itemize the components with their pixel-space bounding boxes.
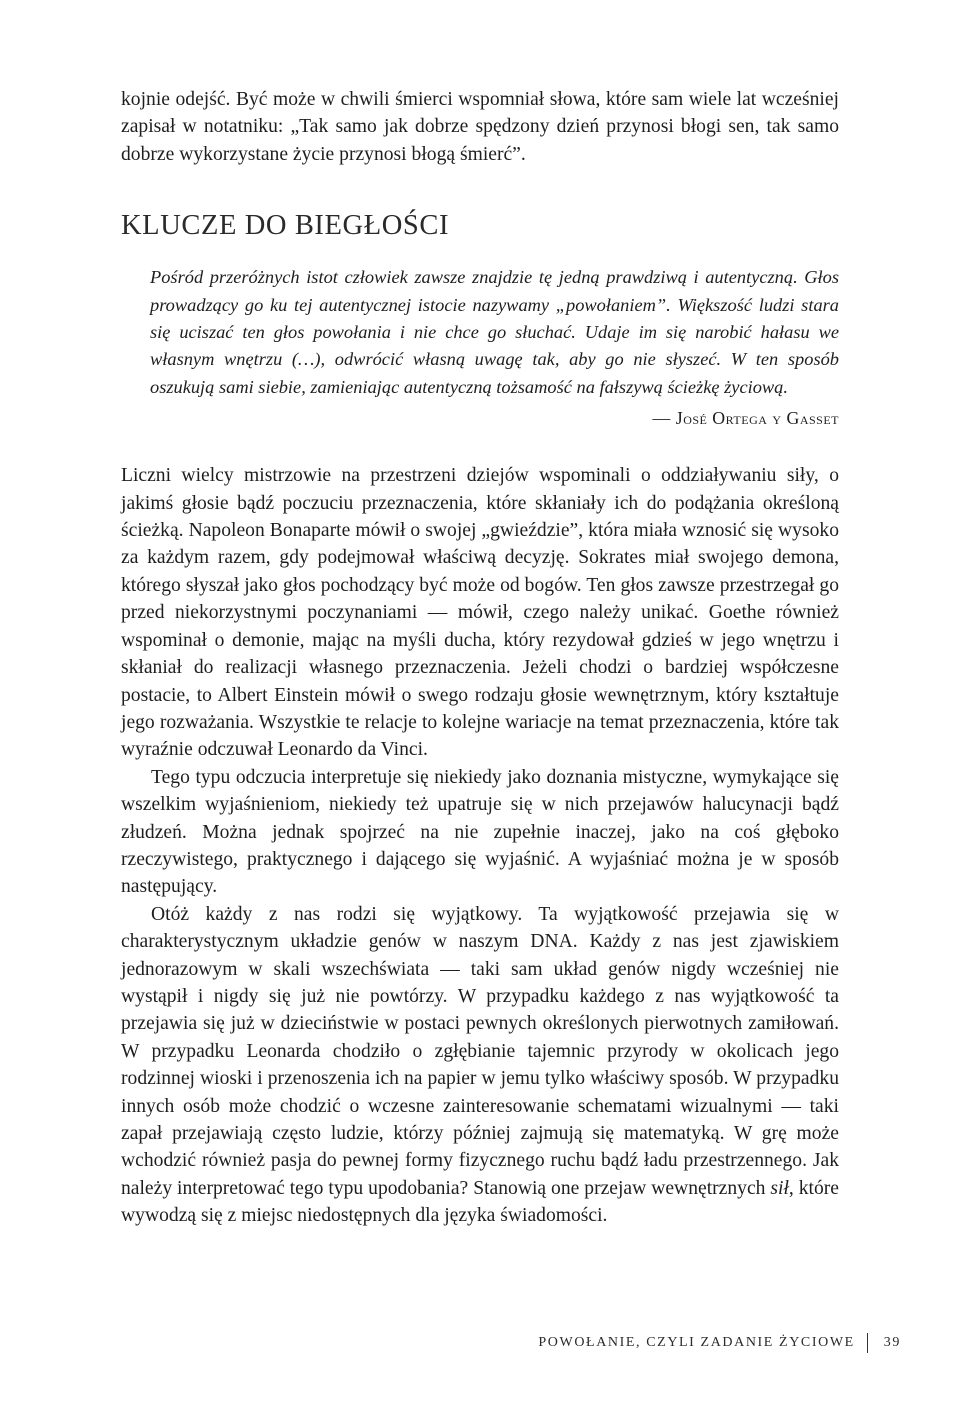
page-footer bbox=[538, 1333, 901, 1353]
epigraph bbox=[121, 264, 839, 432]
opening-paragraph: kojnie odejść. Być może w chwili śmierci wspomniał słowa, które sam wiele lat wcześniej zapisał w notatniku: „Tak samo jak dobrze spędzony dzień przynosi błogi sen, tak samo dobrze wykorzystane życie przynosi błogą śmierć”. bbox=[121, 89, 839, 165]
body-text bbox=[121, 462, 839, 1229]
paragraph-text-end: , które wywodzą się z miejsc niedostępnych dla języka świadomości. bbox=[121, 1177, 839, 1227]
page-number: 39 bbox=[883, 1335, 901, 1350]
paragraph-text: Otóż każdy z nas rodzi się wyjątkowy. Ta wyjątkowość przejawia się w charakterystycznym układzie genów w naszym DNA. Każdy z nas jest zjawiskiem jednorazowym w skali wszechświata — taki sam układ genów nigdy wcześniej nie wystąpił i nigdy się już nie powtórzy. W przypadku każdego z nas wyjątkowość ta przejawia się już w dzieciństwie w postaci pewnych określonych pierwotnych zamiłowań. W przypadku Leonarda chodziło o zgłębianie tajemnic przyrody w okolicach jego rodzinnej wioski i przenoszenia ich na papier w jemu tylko właściwy sposób. W przypadku innych osób może chodzić o wczesne zainteresowanie schematami wizualnymi — taki zapał przejawiają często ludzie, którzy później zajmują się matematyką. W grę może wchodzić również pasja do pewnej formy fizycznego ruchu bądź ładu przestrzennego. Jak należy interpretować tego typu upodobania? Stanowią one przejaw wewnętrznych bbox=[121, 903, 839, 1199]
epigraph-attribution: — José Ortega y Gasset bbox=[652, 408, 839, 429]
paragraph-text: Tego typu odczucia interpretuje się niekiedy jako doznania mistyczne, wymykające się wszelkim wyjaśnieniom, niekiedy też upatruje się w nich przejawów halucynacji bądź złudzeń. Można jednak spojrzeć na nie zupełnie inaczej, jako na coś głęboko rzeczywistego, praktycznego i dającego się wyjaśnić. A wyjaśniać można je w sposób następujący. bbox=[121, 766, 839, 898]
footer-divider bbox=[867, 1333, 868, 1353]
body-paragraph-3 bbox=[121, 901, 839, 1230]
body-paragraph-1 bbox=[121, 462, 839, 763]
paragraph-text: Liczni wielcy mistrzowie na przestrzeni dziejów wspominali o oddziaływaniu siły, o jakimś głosie bądź poczuciu przeznaczenia, które skłaniały ich do podążania określoną ścieżką. Napoleon Bonaparte mówił o swojej „gwieździe”, która miała wznosić się wysoko za każdym razem, gdy podejmował właściwą decyzję. Sokrates miał swojego demona, którego słyszał jako głos pochodzący być może od bogów. Ten głos zawsze przestrzegał go przed niekorzystnymi poczynaniami — mówił, czego należy unikać. Goethe również wspominał o demonie, mając na myśli ducha, który rezydował gdzieś w jego wnętrzu i skłaniał do realizacji własnego przeznaczenia. Jeżeli chodzi o bardziej współczesne postacie, to Albert Einstein mówił o swego rodzaju głosie wewnętrznym, który kształtuje jego rozważania. Wszystkie te relacje to kolejne wariacje na temat przeznaczenia, które tak wyraźnie odczuwał Leonardo da Vinci. bbox=[121, 465, 839, 761]
emphasis-text: sił bbox=[770, 1177, 789, 1199]
body-paragraph-2 bbox=[121, 764, 839, 901]
page-content bbox=[121, 86, 839, 1230]
epigraph-quote: Pośród przeróżnych istot człowiek zawsze znajdzie tę jedną prawdziwą i autentyczną. Głos prowadzący go ku tej autentycznej istocie nazywamy „powołaniem”. Większość ludzi stara się uciszać ten głos powołania i nie chce go słuchać. Udaje im się narobić hałasu we własnym wnętrzu (…), odwrócić własną uwagę tak, aby go nie słyszeć. W ten sposób oszukują sami siebie, zamieniając autentyczną tożsamość na fałszywą ścieżkę życiową. bbox=[150, 267, 839, 397]
section-heading: KLUCZE DO BIEGŁOŚCI bbox=[121, 210, 450, 242]
running-title: POWOŁANIE, CZYLI ZADANIE ŻYCIOWE bbox=[538, 1335, 855, 1350]
